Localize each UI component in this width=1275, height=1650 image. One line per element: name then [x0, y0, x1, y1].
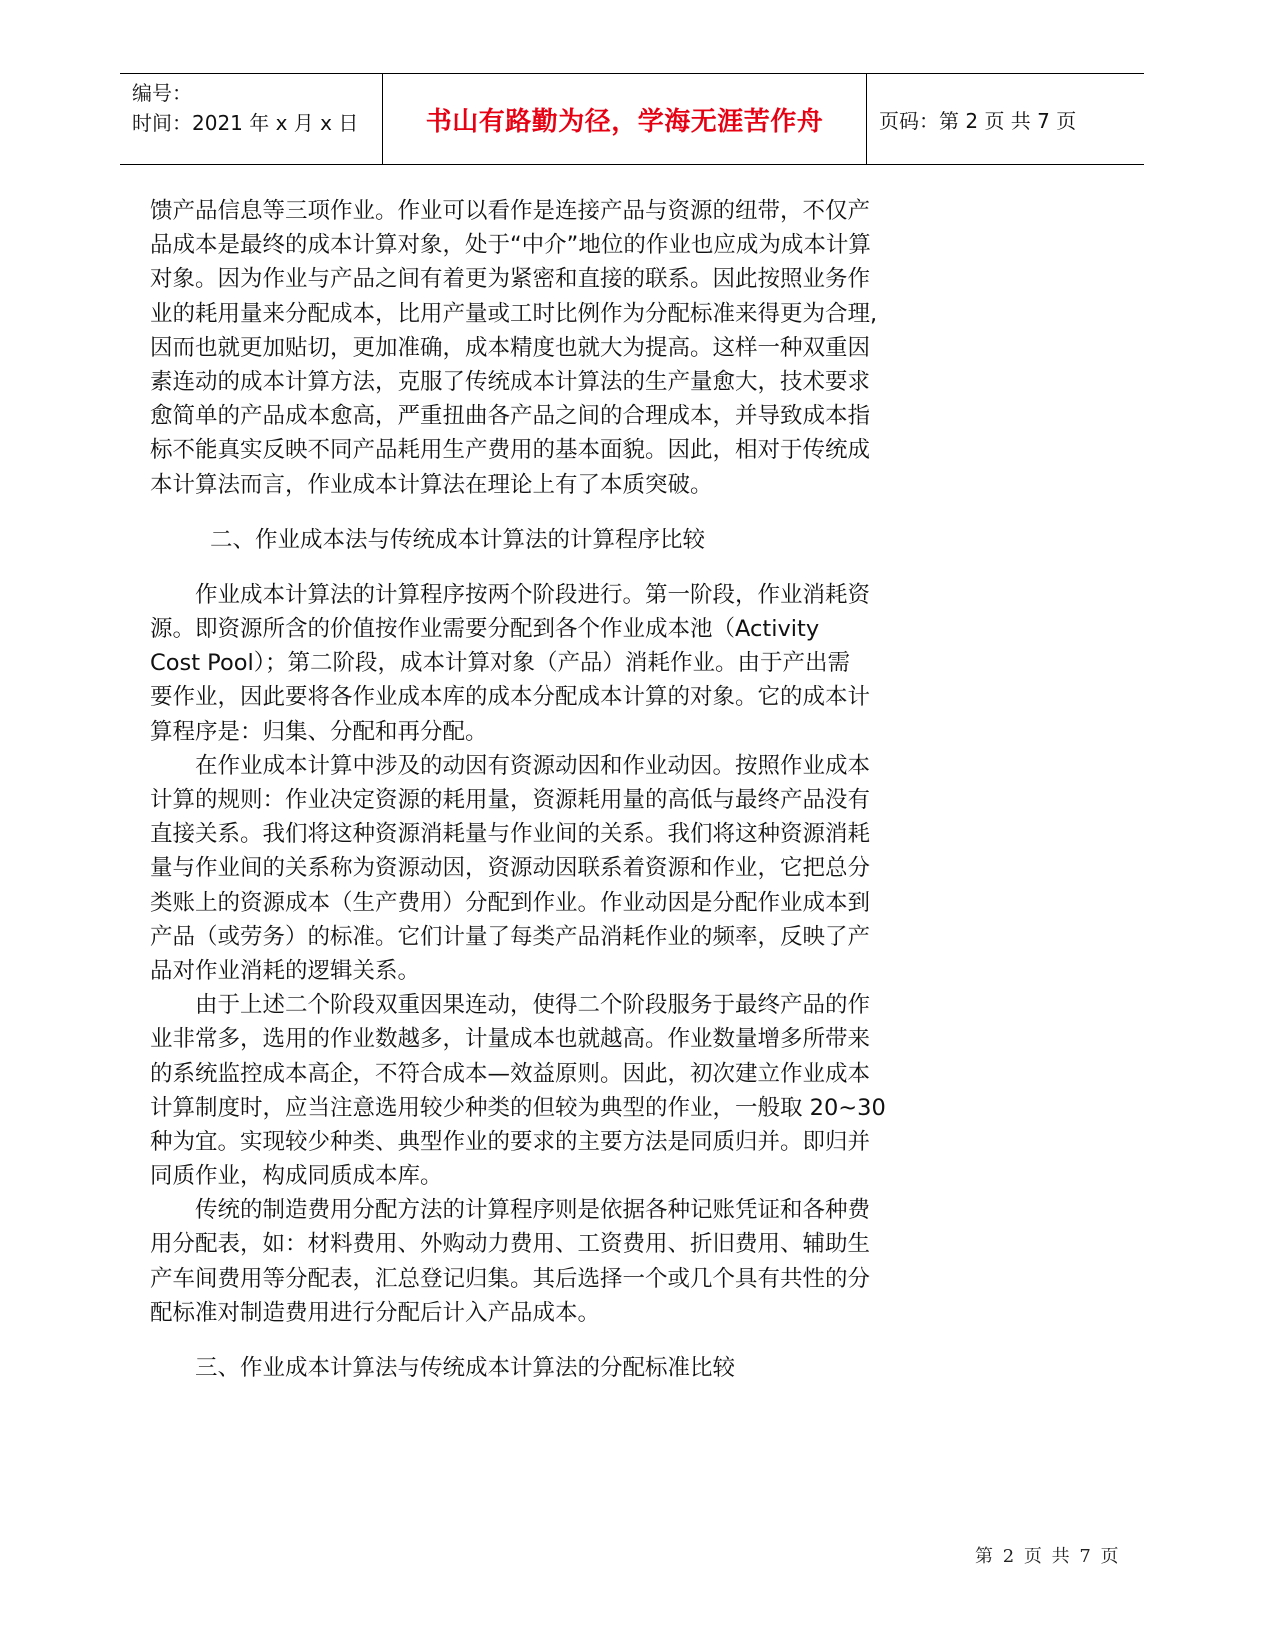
document-time-label: 时间：2021 年 x 月 x 日: [132, 111, 359, 135]
text-line: 的系统监控成本高企，不符合成本—效益原则。因此，初次建立作业成本: [150, 1060, 871, 1087]
text-line: 配标准对制造费用进行分配后计入产品成本。: [150, 1299, 601, 1326]
text-line: 产品（或劳务）的标准。它们计量了每类产品消耗作业的频率，反映了产: [150, 923, 871, 950]
text-line: 源。即资源所含的价值按作业需要分配到各个作业成本池（Activity: [150, 616, 820, 643]
text-line: 品成本是最终的成本计算对象，处于“中介”地位的作业也应成为成本计算: [150, 232, 871, 259]
page-footer: 第 2 页 共 7 页: [975, 1546, 1121, 1567]
text-line: 产车间费用等分配表，汇总登记归集。其后选择一个或几个具有共性的分: [150, 1265, 871, 1292]
text-line: Cost Pool）；第二阶段，成本计算对象（产品）消耗作业。由于产出需: [150, 650, 850, 677]
paragraph-2: [150, 578, 950, 749]
header-motto: 书山有路勤为径，学海无涯苦作舟: [382, 74, 867, 164]
text-line: 因而也就更加贴切，更加准确，成本精度也就大为提高。这样一种双重因: [150, 334, 871, 361]
text-line: 对象。因为作业与产品之间有着更为紧密和直接的联系。因此按照业务作: [150, 266, 871, 293]
document-number-label: 编号：: [132, 81, 192, 105]
text-line: 愈简单的产品成本愈高，严重扭曲各产品之间的合理成本，并导致成本指: [150, 403, 871, 430]
text-line: 种为宜。实现较少种类、典型作业的要求的主要方法是同质归并。即归并: [150, 1128, 871, 1155]
text-line: 同质作业，构成同质成本库。: [150, 1163, 443, 1190]
text-line: 由于上述二个阶段双重因果连动，使得二个阶段服务于最终产品的作: [195, 992, 871, 1019]
text-line: 传统的制造费用分配方法的计算程序则是依据各种记账凭证和各种费: [195, 1197, 871, 1224]
section-heading-2: 二、作业成本法与传统成本计算法的计算程序比较: [210, 526, 706, 553]
text-line: 品对作业消耗的逻辑关系。: [150, 957, 421, 984]
text-line: 类账上的资源成本（生产费用）分配到作业。作业动因是分配作业成本到: [150, 889, 871, 916]
text-line: 量与作业间的关系称为资源动因，资源动因联系着资源和作业，它把总分: [150, 855, 871, 882]
text-line: 计算制度时，应当注意选用较少种类的但较为典型的作业，一般取 20~30: [150, 1094, 886, 1121]
paragraph-1: [150, 194, 950, 502]
paragraph-3: [150, 749, 950, 988]
text-line: 标不能真实反映不同产品耗用生产费用的基本面貌。因此，相对于传统成: [150, 437, 871, 464]
text-line: 要作业，因此要将各作业成本库的成本分配成本计算的对象。它的成本计: [150, 684, 871, 711]
text-line: 素连动的成本计算方法，克服了传统成本计算法的生产量愈大，技术要求: [150, 368, 871, 395]
text-line: 用分配表，如：材料费用、外购动力费用、工资费用、折旧费用、辅助生: [150, 1231, 871, 1258]
header-left-cell: [120, 74, 382, 164]
spacer: [150, 557, 950, 578]
text-line: 在作业成本计算中涉及的动因有资源动因和作业动因。按照作业成本: [195, 752, 871, 779]
text-line: 业非常多，选用的作业数越多，计量成本也就越高。作业数量增多所带来: [150, 1026, 871, 1053]
section-heading-3: 三、作业成本计算法与传统成本计算法的分配标准比较: [195, 1355, 736, 1381]
header-page-number: 页码：第 2 页 共 7 页: [879, 108, 1077, 133]
paragraph-4: [150, 988, 950, 1193]
document-body: [150, 194, 950, 1385]
text-line: 业的耗用量来分配成本，比用产量或工时比例作为分配标准来得更为合理,: [150, 300, 878, 327]
paragraph-5: [150, 1193, 950, 1330]
text-line: 本计算法而言，作业成本计算法在理论上有了本质突破。: [150, 471, 713, 498]
text-line: 算程序是：归集、分配和再分配。: [150, 718, 488, 745]
text-line: 作业成本计算法的计算程序按两个阶段进行。第一阶段，作业消耗资: [195, 581, 871, 608]
page-header: [120, 73, 1144, 165]
text-line: 馈产品信息等三项作业。作业可以看作是连接产品与资源的纽带，不仅产: [150, 198, 871, 224]
spacer: [150, 1330, 950, 1351]
spacer: [150, 502, 950, 523]
text-line: 直接关系。我们将这种资源消耗量与作业间的关系。我们将这种资源消耗: [150, 821, 871, 848]
text-line: 计算的规则：作业决定资源的耗用量，资源耗用量的高低与最终产品没有: [150, 787, 871, 813]
